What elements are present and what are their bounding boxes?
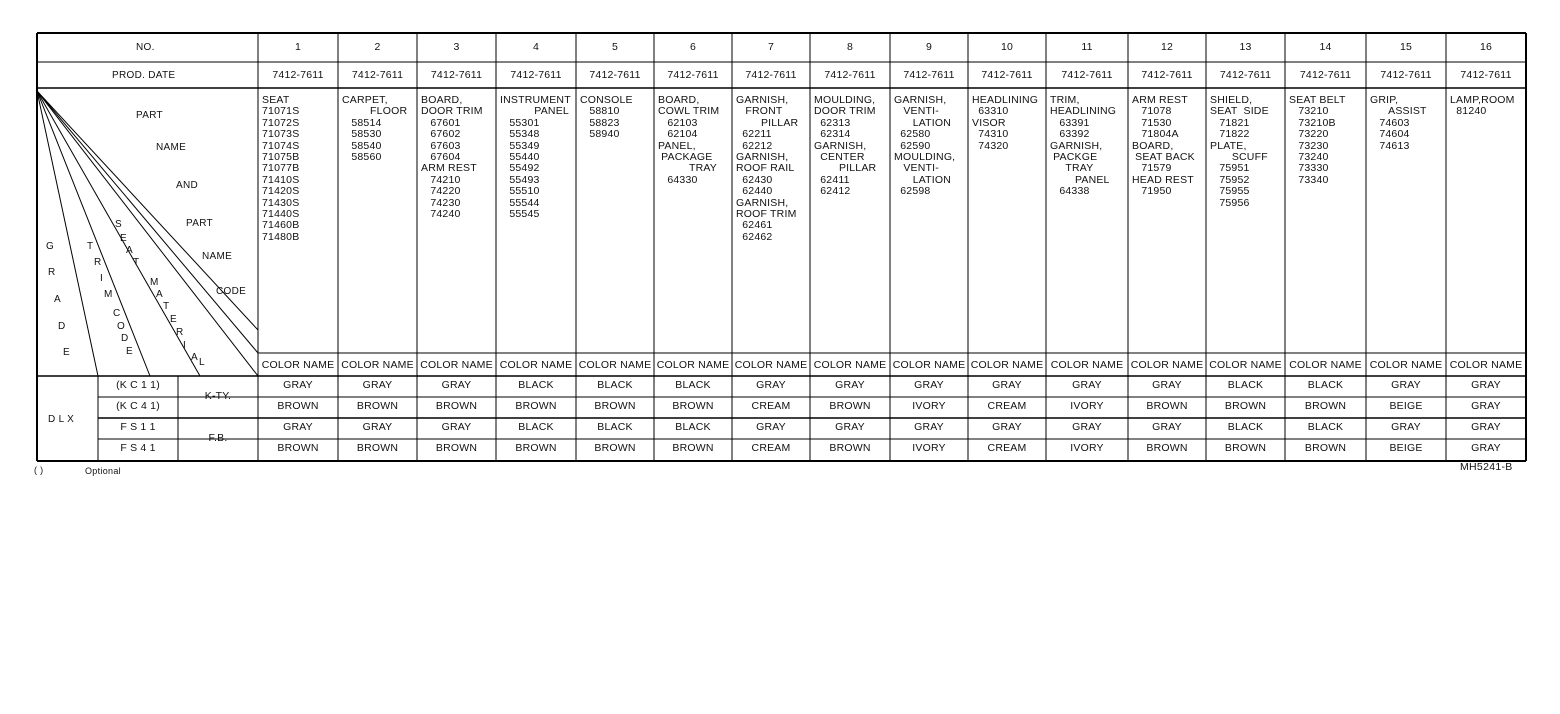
prod-date-header: PROD. DATE: [112, 70, 176, 81]
color-cell: GRAY: [441, 379, 472, 391]
color-cell: GRAY: [1471, 442, 1501, 454]
prod-date: 7412-7611: [903, 69, 955, 81]
color-cell: BROWN: [594, 442, 636, 454]
trim-letter: M: [104, 289, 113, 300]
diag-label-part-2: PART: [186, 218, 213, 229]
trim-code: F S 4 1: [120, 442, 156, 454]
diag-label-name: NAME: [156, 142, 187, 153]
color-cell: BROWN: [435, 400, 478, 412]
diag-label-code: CODE: [216, 286, 247, 297]
optional-label: Optional: [85, 466, 121, 476]
color-cell: GRAY: [1391, 379, 1421, 391]
color-cell: GRAY: [914, 379, 944, 391]
color-name-header: COLOR NAME: [499, 359, 573, 371]
part-names-codes: HEADLINING 63310 VISOR 74310 74320: [972, 94, 1039, 152]
color-cell: GRAY: [992, 421, 1022, 433]
diag-label-and: AND: [176, 180, 199, 191]
material-letter: M: [150, 277, 159, 288]
column-number: 1: [294, 41, 302, 53]
color-cell: BLACK: [1227, 379, 1264, 391]
color-name-header: COLOR NAME: [1209, 359, 1282, 371]
part-names-codes: CONSOLE 58810 58823 58940: [580, 94, 633, 141]
trim-group: K-TY.: [204, 390, 232, 402]
color-cell: BROWN: [356, 400, 399, 412]
color-cell: BROWN: [1146, 400, 1188, 412]
code-letter: O: [117, 321, 125, 332]
color-name-header: COLOR NAME: [734, 359, 808, 371]
color-cell: BLACK: [675, 421, 711, 433]
color-name-header: COLOR NAME: [1050, 359, 1124, 371]
part-names-codes: SEAT BELT 73210 73210B 73220 73230 73240 73330 73340: [1289, 94, 1346, 186]
diag-label-name-2: NAME: [202, 251, 233, 262]
color-cell: BROWN: [277, 400, 319, 412]
prod-date: 7412-7611: [1061, 69, 1113, 81]
prod-date: 7412-7611: [667, 69, 719, 81]
color-cell: BROWN: [1146, 442, 1188, 454]
color-name-header: COLOR NAME: [578, 359, 652, 371]
color-name-header: COLOR NAME: [656, 359, 730, 371]
color-cell: GRAY: [835, 379, 865, 391]
color-cell: CREAM: [987, 400, 1027, 412]
trim-letter: I: [100, 273, 103, 284]
color-cell: CREAM: [987, 442, 1027, 454]
color-cell: IVORY: [912, 442, 946, 454]
grade-letter: R: [48, 267, 56, 278]
color-cell: GRAY: [1471, 379, 1501, 391]
color-cell: BROWN: [515, 400, 557, 412]
color-cell: BEIGE: [1389, 400, 1423, 412]
trim-code: (K C 1 1): [116, 379, 160, 391]
trim-group: F.B.: [208, 432, 228, 444]
prod-date: 7412-7611: [824, 69, 876, 81]
color-cell: BLACK: [1227, 421, 1264, 433]
grade-letter: D: [58, 321, 66, 332]
prod-date: 7412-7611: [1141, 69, 1193, 81]
color-name-header: COLOR NAME: [420, 359, 493, 371]
color-cell: CREAM: [751, 442, 791, 454]
color-cell: GRAY: [835, 421, 865, 433]
part-names-codes: BOARD, COWL TRIM 62103 62104 PANEL, PACKAGE TRAY 64330: [658, 94, 720, 186]
column-number: 4: [532, 41, 540, 53]
column-number: 14: [1319, 41, 1332, 53]
reference-code: MH5241-B: [1460, 461, 1513, 473]
color-cell: GRAY: [1152, 379, 1182, 391]
diagonal-line: [37, 91, 150, 376]
material-letter: T: [163, 301, 170, 312]
color-cell: GRAY: [1391, 421, 1421, 433]
color-cell: BLACK: [597, 379, 633, 391]
prod-date: 7412-7611: [510, 69, 562, 81]
prod-date: 7412-7611: [1460, 69, 1512, 81]
color-cell: BROWN: [829, 400, 871, 412]
color-cell: BEIGE: [1389, 442, 1423, 454]
color-cell: GRAY: [441, 421, 472, 433]
code-letter: C: [113, 308, 121, 319]
diag-label-part: PART: [136, 110, 163, 121]
color-cell: BROWN: [829, 442, 871, 454]
color-cell: GRAY: [756, 379, 786, 391]
color-cell: GRAY: [1471, 421, 1501, 433]
prod-date: 7412-7611: [589, 69, 641, 81]
seat-letter: T: [133, 257, 140, 268]
color-cell: BROWN: [356, 442, 399, 454]
prod-date: 7412-7611: [430, 69, 483, 81]
code-letter: D: [121, 333, 129, 344]
part-names-codes: LAMP,ROOM 81240: [1450, 94, 1515, 118]
color-cell: BLACK: [597, 421, 633, 433]
color-cell: GRAY: [992, 379, 1022, 391]
column-number: 16: [1479, 41, 1493, 53]
material-letter: I: [183, 340, 186, 351]
color-name-header: COLOR NAME: [970, 359, 1044, 371]
seat-letter: A: [126, 245, 133, 256]
column-number: 11: [1081, 41, 1093, 53]
part-names-codes: BOARD, DOOR TRIM 67601 67602 67603 67604 ARM REST 74210 74220 74230 74240: [421, 94, 483, 221]
color-cell: BROWN: [277, 442, 319, 454]
color-cell: IVORY: [912, 400, 946, 412]
color-cell: CREAM: [751, 400, 791, 412]
color-cell: BROWN: [515, 442, 557, 454]
color-cell: BLACK: [1307, 421, 1344, 433]
color-cell: GRAY: [1072, 379, 1102, 391]
column-number: 7: [767, 41, 775, 53]
trim-letter: T: [87, 241, 94, 252]
grade-letter: G: [46, 241, 54, 252]
color-cell: BROWN: [672, 400, 714, 412]
prod-date: 7412-7611: [745, 69, 797, 81]
seat-letter: E: [120, 233, 127, 244]
color-name-header: COLOR NAME: [261, 359, 335, 371]
color-cell: GRAY: [283, 379, 313, 391]
column-number: 8: [846, 41, 854, 53]
material-letter: A: [156, 289, 163, 300]
color-cell: BLACK: [518, 421, 554, 433]
trim-code: (K C 4 1): [116, 400, 160, 412]
part-names-codes: CARPET, FLOOR 58514 58530 58540 58560: [342, 94, 408, 164]
diagonal-line: [37, 91, 98, 376]
part-names-codes: GRIP, ASSIST 74603 74604 74613: [1370, 94, 1427, 152]
part-names-codes: GARNISH, FRONT PILLAR 62211 62212 GARNISH, ROOF RAIL 62430 62440 GARNISH, ROOF TRIM 62461 62462: [736, 94, 799, 243]
color-cell: BROWN: [1304, 442, 1347, 454]
color-cell: GRAY: [756, 421, 786, 433]
column-number: 3: [453, 41, 460, 53]
color-cell: BROWN: [1224, 442, 1267, 454]
color-name-header: COLOR NAME: [1449, 359, 1523, 371]
column-number: 6: [689, 41, 697, 53]
color-cell: GRAY: [1152, 421, 1182, 433]
part-names-codes: ARM REST 71078 71530 71804A BOARD, SEAT BACK 71579 HEAD REST 71950: [1132, 94, 1195, 198]
color-cell: BROWN: [672, 442, 714, 454]
color-cell: GRAY: [283, 421, 313, 433]
part-names-codes: GARNISH, VENTI- LATION 62580 62590 MOULDING, VENTI- LATION 62598: [894, 94, 956, 198]
part-names-codes: SEAT 71071S 71072S 71073S 71074S 71075B 71077B 71410S 71420S 71430S 71440S 71460B 71480B: [262, 94, 300, 243]
column-number: 9: [925, 41, 933, 53]
color-cell: BLACK: [675, 379, 711, 391]
diagonal-line: [37, 91, 258, 353]
prod-date: 7412-7611: [981, 69, 1033, 81]
material-letter: A: [191, 352, 198, 363]
color-name-header: COLOR NAME: [1289, 359, 1362, 371]
part-names-codes: TRIM, HEADLINING 63391 63392 GARNISH, PACKGE TRAY PANEL 64338: [1050, 94, 1117, 198]
column-number: 2: [374, 41, 381, 53]
prod-date: 7412-7611: [1299, 69, 1352, 81]
color-cell: IVORY: [1070, 442, 1104, 454]
no-header: NO.: [136, 42, 155, 53]
color-cell: BLACK: [1307, 379, 1344, 391]
color-cell: GRAY: [362, 421, 393, 433]
prod-date: 7412-7611: [1380, 69, 1432, 81]
column-number: 5: [611, 41, 619, 53]
color-name-header: COLOR NAME: [1130, 359, 1204, 371]
color-name-header: COLOR NAME: [813, 359, 887, 371]
prod-date: 7412-7611: [1219, 69, 1272, 81]
color-cell: BROWN: [594, 400, 636, 412]
color-cell: GRAY: [1072, 421, 1102, 433]
material-letter: L: [199, 357, 205, 368]
part-names-codes: SHIELD, SEAT SIDE 71821 71822 PLATE, SCUFF 75951 75952 75955 75956: [1210, 94, 1269, 209]
diagonal-line: [37, 91, 258, 376]
prod-date: 7412-7611: [351, 69, 404, 81]
optional-mark: ( ): [34, 465, 44, 475]
trim-code: F S 1 1: [120, 421, 156, 433]
trim-letter: R: [94, 257, 102, 268]
color-cell: BROWN: [435, 442, 478, 454]
color-name-header: COLOR NAME: [1369, 359, 1443, 371]
color-cell: GRAY: [914, 421, 944, 433]
part-names-codes: MOULDING, DOOR TRIM 62313 62314 GARNISH, CENTER PILLAR 62411 62412: [814, 94, 877, 198]
grade-dlx: D L X: [48, 414, 75, 425]
material-letter: E: [170, 314, 177, 325]
color-cell: IVORY: [1070, 400, 1104, 412]
column-number: 12: [1160, 41, 1174, 53]
prod-date: 7412-7611: [272, 69, 324, 81]
color-name-header: COLOR NAME: [892, 359, 966, 371]
material-letter: R: [176, 327, 184, 338]
color-cell: BROWN: [1304, 400, 1347, 412]
grade-letter: A: [54, 294, 61, 305]
column-number: 10: [1000, 41, 1014, 53]
color-cell: GRAY: [1471, 400, 1501, 412]
color-name-header: COLOR NAME: [341, 359, 414, 371]
color-cell: GRAY: [362, 379, 393, 391]
column-number: 13: [1239, 41, 1252, 53]
seat-letter: S: [115, 219, 122, 230]
grade-letter: E: [63, 347, 70, 358]
part-names-codes: INSTRUMENT PANEL 55301 55348 55349 55440 55492 55493 55510 55544 55545: [500, 94, 571, 221]
color-cell: BROWN: [1224, 400, 1267, 412]
column-number: 15: [1399, 41, 1413, 53]
color-cell: BLACK: [518, 379, 554, 391]
code-letter: E: [126, 346, 133, 357]
